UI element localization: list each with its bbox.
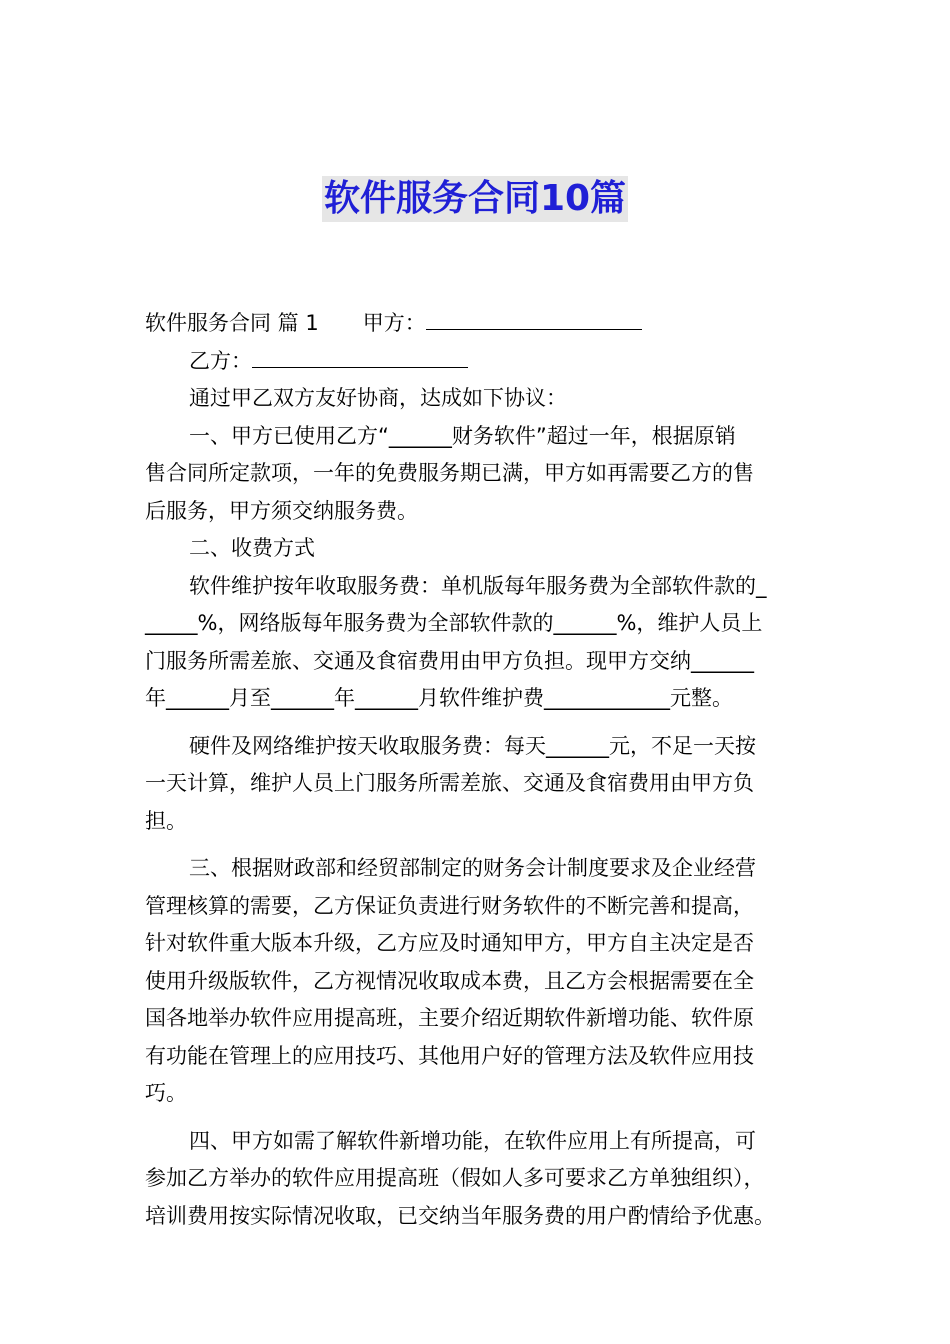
party-b-line	[145, 343, 813, 381]
party-b-label: 乙方：	[189, 348, 252, 373]
paragraph-line: 硬件及网络维护按天收取服务费：每天______元，不足一天按	[189, 733, 756, 758]
paragraph-line: 售合同所定款项，一年的免费服务期已满，甲方如再需要乙方的售	[145, 461, 754, 485]
paragraph-line: 软件维护按年收取服务费：单机版每年服务费为全部软件款的_	[189, 573, 767, 598]
section-label: 软件服务合同 篇 1	[145, 311, 319, 335]
paragraph-line: 国各地举办软件应用提高班，主要介绍近期软件新增功能、软件原	[145, 1006, 754, 1030]
party-a-label: 甲方：	[362, 311, 426, 335]
party-b-blank	[252, 345, 468, 368]
paragraph-line: 培训费用按实际情况收取，已交纳当年服务费的用户酌情给予优惠。	[145, 1203, 775, 1228]
paragraph-line: 担。	[145, 808, 187, 833]
document-body	[145, 305, 813, 1235]
document-title: 软件服务合同10篇	[322, 176, 628, 222]
title-container	[0, 176, 950, 222]
paragraph-line: 管理核算的需要，乙方保证负责进行财务软件的不断完善和提高，	[145, 893, 754, 918]
paragraph-line: 通过甲乙双方友好协商，达成如下协议：	[189, 386, 567, 410]
paragraph-line: 一天计算，维护人员上门服务所需差旅、交通及食宿费用由甲方负	[145, 771, 754, 795]
paragraph-line: 巧。	[145, 1081, 187, 1105]
header-line	[145, 305, 813, 343]
paragraph-line: 针对软件重大版本升级，乙方应及时通知甲方，甲方自主决定是否	[145, 931, 754, 955]
paragraph-line: 四、甲方如需了解软件新增功能，在软件应用上有所提高，可	[189, 1128, 756, 1153]
paragraph-line: 门服务所需差旅、交通及食宿费用由甲方负担。现甲方交纳______	[145, 648, 754, 673]
paragraph-line: _____%，网络版每年服务费为全部软件款的______%，维护人员上	[145, 611, 763, 635]
paragraph-line: 参加乙方举办的软件应用提高班（假如人多可要求乙方单独组织），	[145, 1166, 765, 1190]
paragraph-line: 一、甲方已使用乙方“______财务软件”超过一年，根据原销	[189, 423, 736, 448]
paragraph-line: 后服务，甲方须交纳服务费。	[145, 498, 418, 523]
paragraph-line: 使用升级版软件，乙方视情况收取成本费，且乙方会根据需要在全	[145, 968, 754, 993]
paragraph-line: 三、根据财政部和经贸部制定的财务会计制度要求及企业经营	[189, 856, 756, 880]
party-a-blank	[426, 307, 642, 330]
paragraph-line: 有功能在管理上的应用技巧、其他用户好的管理方法及软件应用技	[145, 1043, 754, 1068]
paragraph-line: 二、收费方式	[189, 536, 315, 560]
paragraph-line: 年______月至______年______月软件维护费____________元整。	[145, 686, 733, 710]
